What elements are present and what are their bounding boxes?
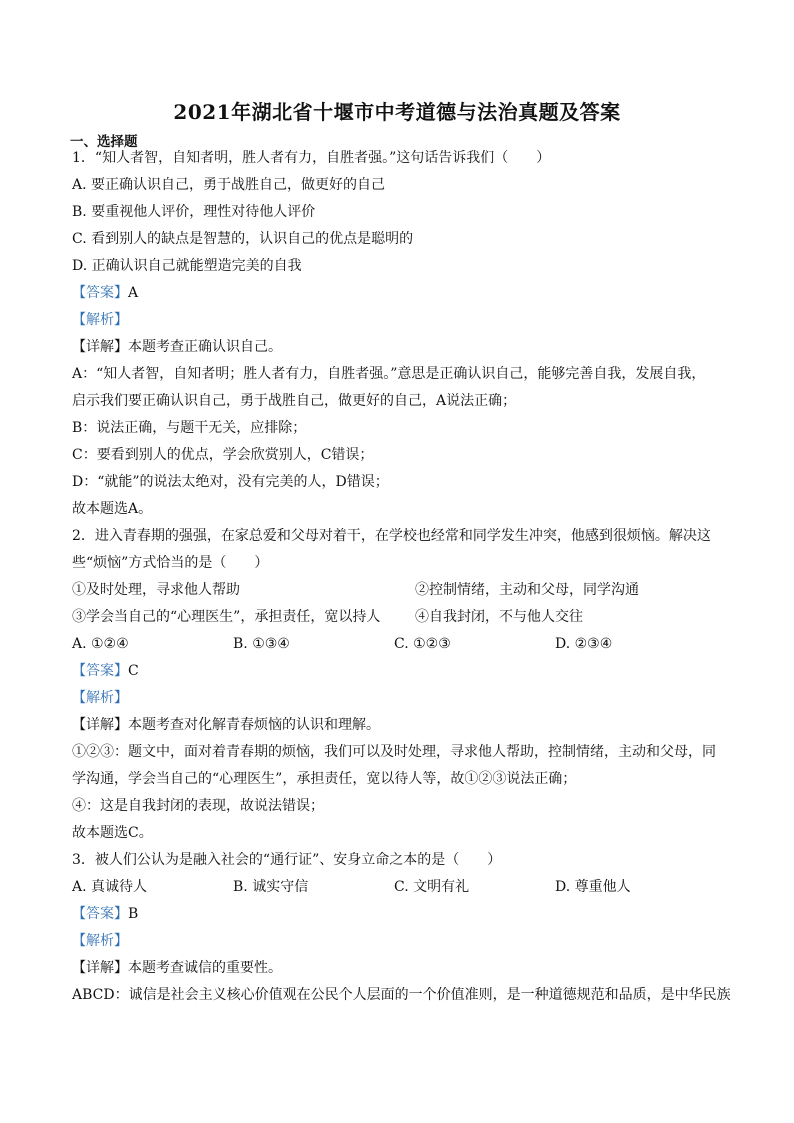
q1-explain-line: A：“知人者智，自知者明；胜人者有力，自胜者强。”意思是正确认识自己，能够完善自我，发展自我， xyxy=(72,366,706,382)
q2-item-3: ③学会当自己的“心理医生”，承担责任，宽以持人 xyxy=(72,609,381,625)
q2-explain-line: ④：这是自我封闭的表现，故说法错误； xyxy=(72,798,324,814)
q2-detail: 【详解】本题考查对化解青春烦恼的认识和理解。 xyxy=(72,717,380,733)
q2-option-d: D. ②③④ xyxy=(555,636,613,652)
q1-detail: 【详解】本题考查正确认识自己。 xyxy=(72,339,282,355)
q2-items-row xyxy=(72,577,722,604)
q1-explain-line: 启示我们要正确认识自己，勇于战胜自己，做更好的自己，A说法正确； xyxy=(72,393,517,409)
page-title: 2021年湖北省十堰市中考道德与法治真题及答案 xyxy=(173,100,621,124)
q3-answer: 【答案】B xyxy=(72,906,139,922)
q2-items-row xyxy=(72,604,722,631)
q1-option-d: D. 正确认识自己就能塑造完美的自我 xyxy=(72,258,302,274)
q2-item-1: ①及时处理，寻求他人帮助 xyxy=(72,582,240,598)
section-heading: 一、选择题 xyxy=(70,134,138,150)
q2-item-4: ④自我封闭，不与他人交往 xyxy=(415,609,583,625)
question-2-stem: 2．进入青春期的强强，在家总爱和父母对着干，在学校也经常和同学发生冲突，他感到很烦恼。解决这 xyxy=(72,528,711,544)
q1-option-b: B. 要重视他人评价，理性对待他人评价 xyxy=(72,204,316,220)
q2-option-c: C. ①②③ xyxy=(394,636,451,652)
q3-analysis-tag: 【解析】 xyxy=(72,933,128,949)
q1-analysis-tag: 【解析】 xyxy=(72,312,128,328)
q1-conclusion: 故本题选A。 xyxy=(72,501,153,517)
question-body xyxy=(72,145,731,1009)
q2-option-a: A. ①②④ xyxy=(72,636,129,652)
q2-answer: 【答案】C xyxy=(72,663,139,679)
q3-option-a: A. 真诚待人 xyxy=(72,879,148,895)
q1-explain-line: D：“就能”的说法太绝对，没有完美的人，D错误； xyxy=(72,474,389,490)
q1-option-c: C. 看到别人的缺点是智慧的，认识自己的优点是聪明的 xyxy=(72,231,414,247)
q1-explain-line: C：要看到别人的优点，学会欣赏别人，C错误； xyxy=(72,447,374,463)
q2-explain-line: 学沟通，学会当自己的“心理医生”，承担责任，宽以待人等，故①②③说法正确； xyxy=(72,771,577,787)
question-2-stem: 些“烦恼”方式恰当的是（ ） xyxy=(72,555,269,571)
q3-detail: 【详解】本题考查诚信的重要性。 xyxy=(72,960,282,976)
q2-explain-line: ①②③：题文中，面对着青春期的烦恼，我们可以及时处理，寻求他人帮助，控制情绪，主动和父母，同 xyxy=(72,744,716,760)
q2-analysis-tag: 【解析】 xyxy=(72,690,128,706)
q1-answer: 【答案】A xyxy=(72,285,139,301)
q3-explain-line: ABCD：诚信是社会主义核心价值观在公民个人层面的一个价值准则，是一种道德规范和品质，是中华民族 xyxy=(72,987,731,1003)
q2-options-row xyxy=(72,631,722,658)
q3-option-b: B. 诚实守信 xyxy=(233,879,309,895)
q1-option-a: A. 要正确认识自己，勇于战胜自己，做更好的自己 xyxy=(72,177,386,193)
question-1-stem: 1．“知人者智，自知者明，胜人者有力，自胜者强。”这句话告诉我们（ ） xyxy=(72,150,551,166)
q3-option-d: D. 尊重他人 xyxy=(555,879,631,895)
q2-option-b: B. ①③④ xyxy=(233,636,290,652)
q1-explain-line: B：说法正确，与题干无关，应排除； xyxy=(72,420,307,436)
q2-item-2: ②控制情绪，主动和父母，同学沟通 xyxy=(415,582,639,598)
q3-options-row xyxy=(72,874,722,901)
q3-option-c: C. 文明有礼 xyxy=(394,879,470,895)
question-3-stem: 3．被人们公认为是融入社会的“通行证”、安身立命之本的是（ ） xyxy=(72,852,502,868)
q2-conclusion: 故本题选C。 xyxy=(72,825,153,841)
